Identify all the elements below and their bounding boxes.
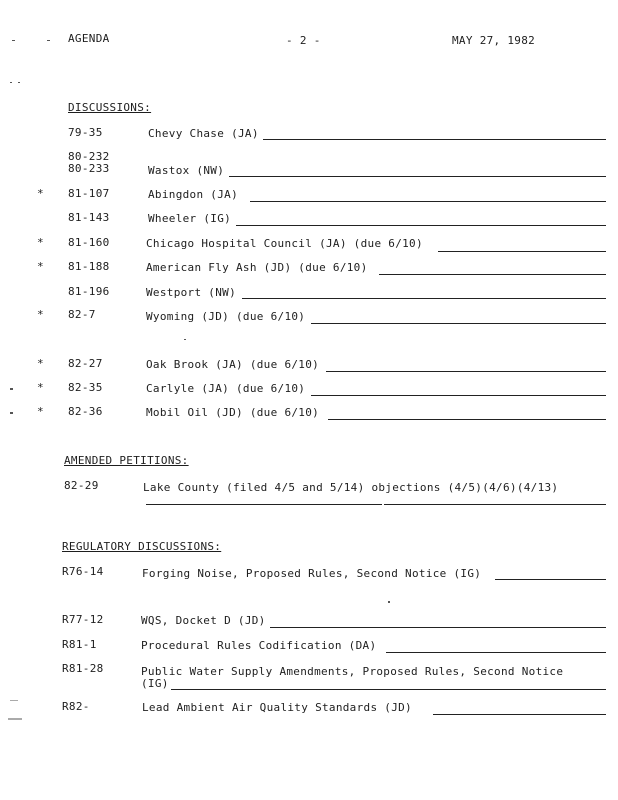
case-number: 81-188 [68, 260, 110, 273]
case-text: Lake County (filed 4/5 and 5/14) objections (4/5)(4/6)(4/13) [143, 481, 559, 494]
docket-number: R82- [62, 700, 90, 713]
fill-line [263, 139, 606, 140]
docket-text: Public Water Supply Amendments, Proposed Rules, Second Notice [141, 665, 564, 678]
case-text: Carlyle (JA) (due 6/10) [146, 382, 306, 395]
case-number: 81-107 [68, 187, 110, 200]
case-text: Oak Brook (JA) (due 6/10) [146, 358, 320, 371]
priority-star: * [37, 187, 44, 200]
case-number: 82-7 [68, 308, 96, 321]
case-number: 80-232 [68, 150, 110, 163]
scan-speck [12, 40, 15, 41]
case-number: 82-27 [68, 357, 103, 370]
fill-line [242, 298, 606, 299]
case-number: 82-29 [64, 479, 99, 492]
scan-speck [18, 82, 20, 83]
priority-star: * [37, 260, 44, 273]
fill-line [328, 419, 606, 420]
amended-heading: AMENDED PETITIONS: [64, 454, 189, 467]
scan-speck [10, 700, 18, 701]
case-text: Wyoming (JD) (due 6/10) [146, 310, 306, 323]
discussions-heading: DISCUSSIONS: [68, 101, 152, 114]
fill-line [229, 176, 606, 177]
priority-star: * [37, 405, 44, 418]
scan-speck [47, 40, 50, 41]
case-text: Chicago Hospital Council (JA) (due 6/10) [146, 237, 423, 250]
fill-line [384, 504, 606, 505]
scan-speck [10, 388, 13, 390]
fill-line [171, 689, 606, 690]
case-number: 81-196 [68, 285, 110, 298]
docket-text: Lead Ambient Air Quality Standards (JD) [142, 701, 412, 714]
docket-text-cont: (IG) [141, 677, 169, 690]
case-number: 81-160 [68, 236, 110, 249]
header-title: AGENDA [68, 32, 110, 45]
fill-line [250, 201, 606, 202]
fill-line [270, 627, 606, 628]
regulatory-heading: REGULATORY DISCUSSIONS: [62, 540, 222, 553]
scan-speck [10, 82, 12, 83]
fill-line [146, 504, 382, 505]
docket-number: R77-12 [62, 613, 104, 626]
case-text: Chevy Chase (JA) [148, 127, 259, 140]
case-number: 82-35 [68, 381, 103, 394]
fill-line [386, 652, 606, 653]
scan-speck [8, 718, 22, 720]
docket-text: WQS, Docket D (JD) [141, 614, 266, 627]
case-text: Wastox (NW) [148, 164, 225, 177]
priority-star: * [37, 236, 44, 249]
fill-line [311, 395, 606, 396]
docket-text: Procedural Rules Codification (DA) [141, 639, 377, 652]
scan-speck [184, 339, 186, 340]
header-date: MAY 27, 1982 [452, 34, 536, 47]
case-number: 81-143 [68, 211, 110, 224]
fill-line [438, 251, 606, 252]
docket-number: R81-1 [62, 638, 97, 651]
case-text: Wheeler (IG) [148, 212, 232, 225]
scan-speck [10, 412, 13, 414]
priority-star: * [37, 308, 44, 321]
priority-star: * [37, 357, 44, 370]
case-text: American Fly Ash (JD) (due 6/10) [146, 261, 368, 274]
fill-line [311, 323, 606, 324]
docket-text: Forging Noise, Proposed Rules, Second Notice (IG) [142, 567, 482, 580]
case-text: Abingdon (JA) [148, 188, 238, 201]
priority-star: * [37, 381, 44, 394]
case-number: 82-36 [68, 405, 103, 418]
docket-number: R81-28 [62, 662, 104, 675]
case-number: 79-35 [68, 126, 103, 139]
scan-speck [388, 601, 390, 603]
page-number: - 2 - [286, 34, 321, 47]
fill-line [236, 225, 606, 226]
fill-line [495, 579, 606, 580]
fill-line [433, 714, 606, 715]
case-number: 80-233 [68, 162, 110, 175]
case-text: Westport (NW) [146, 286, 236, 299]
docket-number: R76-14 [62, 565, 104, 578]
case-text: Mobil Oil (JD) (due 6/10) [146, 406, 320, 419]
fill-line [326, 371, 606, 372]
fill-line [379, 274, 606, 275]
